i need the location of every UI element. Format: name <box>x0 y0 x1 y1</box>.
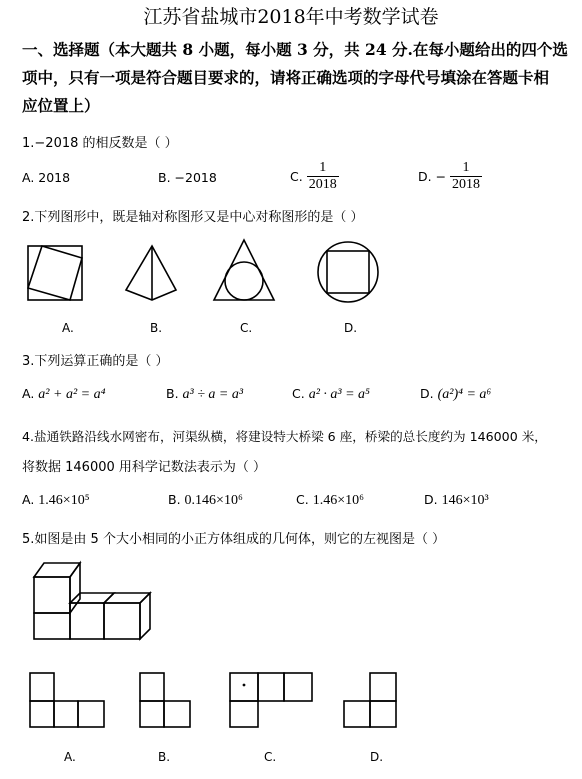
section-header-line1: 一、选择题（本大题共 8 小题，每小题 3 分，共 24 分.在每小题给出的四个选 <box>22 40 568 59</box>
q5-label-d: D. <box>370 750 384 764</box>
q1-option-c-numerator: 1 <box>319 160 327 175</box>
q4-option-b-expr: 0.146×10⁶ <box>184 493 243 508</box>
q3-option-b-label: B. <box>166 386 179 401</box>
q1-option-c <box>290 160 339 193</box>
q4-option-c <box>296 492 364 509</box>
q5-cube-solid-figure <box>30 557 155 642</box>
q1-option-d-denominator: 2018 <box>452 177 481 192</box>
section-header-line3: 应位置上） <box>22 96 100 115</box>
q1-option-d-fraction <box>450 160 482 193</box>
q3-option-a-label: A. <box>22 386 35 401</box>
q1-option-d <box>418 160 482 193</box>
section-header-line2: 项中，只有一项是符合题目要求的，请将正确选项的字母代号填涂在答题卡相 <box>22 68 550 87</box>
q2-label-a: A. <box>62 321 74 335</box>
q3-option-b-expr: a³ ÷ a = a³ <box>182 387 244 402</box>
q5-label-a: A. <box>64 750 76 764</box>
exam-title: 江苏省盐城市2018年中考数学试卷 <box>143 6 439 28</box>
q1-option-c-denominator: 2018 <box>308 177 337 192</box>
q3-option-d-label: D. <box>420 386 434 401</box>
question-4-line2: 将数据 146000 用科学记数法表示为（ ） <box>22 460 267 475</box>
question-4-line1: 4.盐通铁路沿线水网密布，河渠纵横，将建设特大桥梁 6 座，桥梁的总长度约为 146000 米， <box>22 429 547 444</box>
q3-option-a <box>22 386 105 403</box>
q3-option-c <box>292 386 370 403</box>
q4-option-c-expr: 1.46×10⁶ <box>312 493 364 508</box>
question-3-text: 3.下列运算正确的是（ ） <box>22 354 169 369</box>
q2-label-d: D. <box>344 321 358 335</box>
q4-option-d <box>424 492 489 509</box>
q2-figure-d-circle-square <box>316 240 382 306</box>
q1-option-d-numerator: 1 <box>462 160 470 175</box>
q5-label-b: B. <box>158 750 171 764</box>
q4-option-a-expr: 1.46×10⁵ <box>38 493 90 508</box>
q1-option-b: B. −2018 <box>158 170 217 185</box>
q5-view-b <box>140 673 192 729</box>
q3-option-b <box>166 386 243 403</box>
q5-view-d <box>344 673 400 729</box>
q1-option-a: A. 2018 <box>22 170 71 185</box>
q4-option-c-label: C. <box>296 492 309 507</box>
q1-option-d-label: D. − <box>418 169 447 184</box>
q3-option-c-label: C. <box>292 386 305 401</box>
question-5-text: 5.如图是由 5 个大小相同的小正方体组成的几何体，则它的左视图是（ ） <box>22 532 446 547</box>
q2-label-b: B. <box>150 321 163 335</box>
q5-label-c: C. <box>264 750 277 764</box>
q5-view-c <box>230 673 314 729</box>
q3-option-c-expr: a² · a³ = a⁵ <box>308 387 370 402</box>
q2-figure-c-triangle-circle <box>212 238 276 304</box>
q5-view-a <box>30 673 106 729</box>
q4-option-a <box>22 492 90 509</box>
question-2-text: 2.下列图形中，既是轴对称图形又是中心对称图形的是（ ） <box>22 210 364 225</box>
q2-label-c: C. <box>240 321 253 335</box>
q3-option-d <box>420 386 491 403</box>
q4-option-b <box>168 492 243 509</box>
q3-option-d-expr: (a²)⁴ = a⁶ <box>437 387 492 402</box>
q2-figure-a-rotated-squares <box>26 244 86 304</box>
q4-option-a-label: A. <box>22 492 35 507</box>
q4-option-d-expr: 146×10³ <box>441 493 489 508</box>
question-1-text: 1.−2018 的相反数是（ ） <box>22 136 178 151</box>
q1-option-c-label: C. <box>290 169 303 184</box>
q4-option-d-label: D. <box>424 492 438 507</box>
q2-figure-b-pyramid <box>122 244 180 304</box>
q1-option-c-fraction <box>307 160 339 193</box>
q3-option-a-expr: a² + a² = a⁴ <box>38 387 106 402</box>
q4-option-b-label: B. <box>168 492 181 507</box>
